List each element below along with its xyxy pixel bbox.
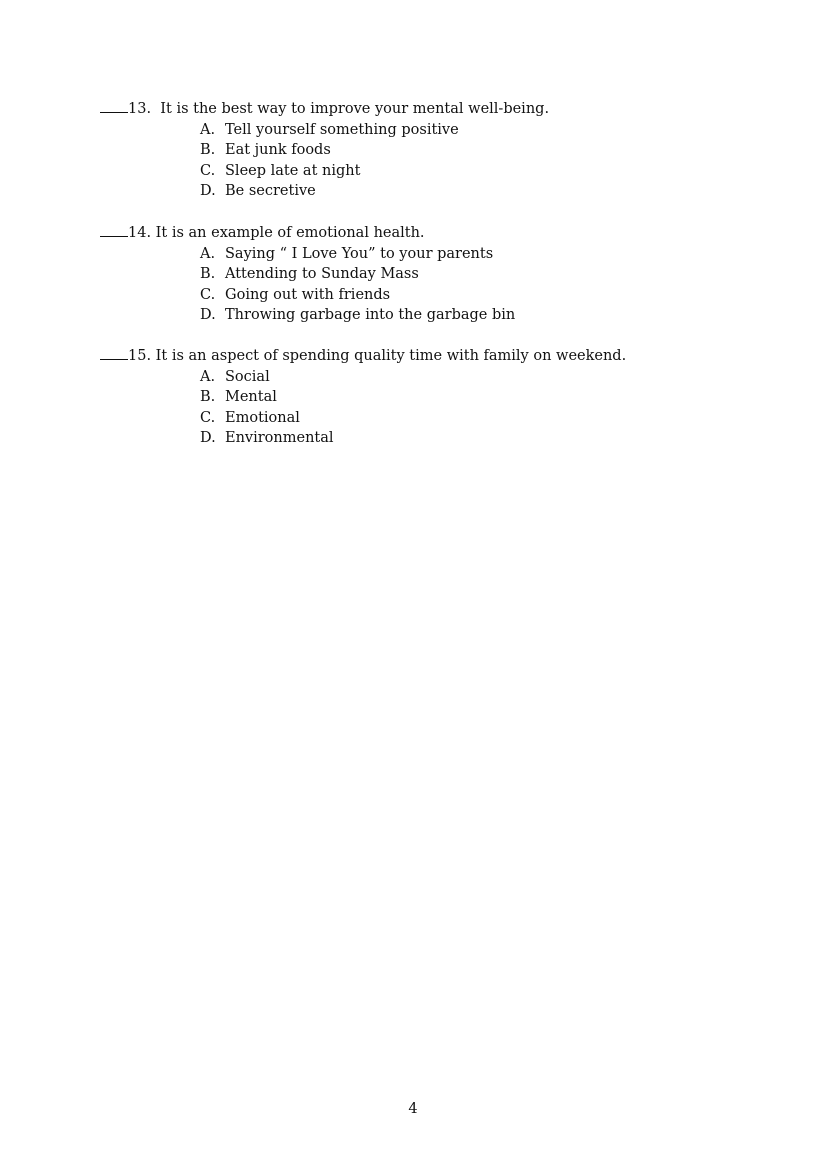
choice-text: Environmental: [225, 430, 334, 447]
choice-text: Sleep late at night: [225, 162, 361, 179]
choice-list: [100, 120, 760, 202]
question-text: It is an example of emotional health.: [155, 225, 425, 241]
choice-d: [100, 428, 760, 449]
choice-a: [100, 367, 760, 388]
page-number: 4: [408, 1101, 418, 1117]
choice-d: [100, 305, 760, 326]
choice-c: [100, 285, 760, 306]
choice-text: Tell yourself something positive: [225, 121, 459, 138]
choice-list: [100, 367, 760, 449]
choice-letter: B.: [200, 389, 216, 406]
choice-a: [100, 120, 760, 141]
choice-letter: B.: [200, 142, 216, 159]
choice-letter: D.: [200, 183, 216, 200]
choice-text: Emotional: [225, 409, 300, 426]
choice-text: Attending to Sunday Mass: [225, 266, 419, 283]
choice-a: [100, 244, 760, 265]
question-stem: [100, 223, 760, 244]
choice-text: Eat junk foods: [225, 142, 331, 159]
answer-blank[interactable]: [100, 346, 128, 360]
question-text: It is an aspect of spending quality time with family on weekend.: [155, 348, 627, 364]
choice-letter: D.: [200, 430, 216, 447]
choice-list: [100, 244, 760, 326]
choice-c: [100, 408, 760, 429]
question-14: [100, 223, 760, 326]
choice-letter: C.: [200, 162, 216, 179]
choice-c: [100, 161, 760, 182]
question-15: [100, 346, 760, 449]
choice-text: Throwing garbage into the garbage bin: [225, 307, 516, 324]
question-number: 15.: [128, 348, 152, 364]
choice-letter: C.: [200, 409, 216, 426]
choice-b: [100, 387, 760, 408]
choice-d: [100, 181, 760, 202]
answer-blank[interactable]: [100, 223, 128, 237]
choice-letter: C.: [200, 286, 216, 303]
question-number: 14.: [128, 225, 152, 241]
choice-text: Saying “ I Love You” to your parents: [225, 245, 494, 262]
choice-text: Going out with friends: [225, 286, 391, 303]
choice-text: Mental: [225, 389, 277, 406]
choice-b: [100, 264, 760, 285]
question-text: It is the best way to improve your mental well-being.: [160, 101, 550, 117]
question-13: [100, 99, 760, 202]
choice-text: Social: [225, 368, 270, 385]
choice-letter: D.: [200, 307, 216, 324]
answer-blank[interactable]: [100, 99, 128, 113]
choice-letter: A.: [200, 368, 216, 385]
question-number: 13.: [128, 101, 152, 117]
choice-letter: B.: [200, 266, 216, 283]
choice-letter: A.: [200, 245, 216, 262]
choice-text: Be secretive: [225, 183, 316, 200]
choice-letter: A.: [200, 121, 216, 138]
question-stem: [100, 99, 760, 120]
question-stem: [100, 346, 760, 367]
choice-b: [100, 140, 760, 161]
